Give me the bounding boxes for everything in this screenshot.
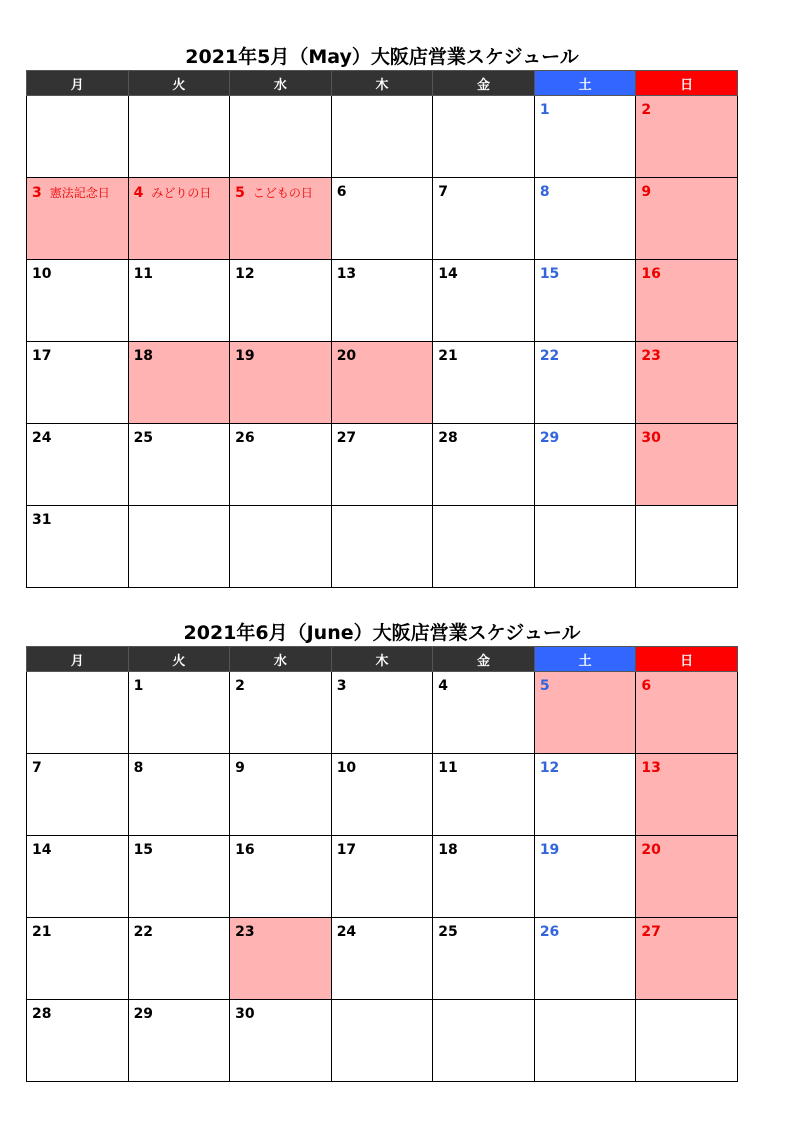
day-cell bbox=[433, 342, 535, 424]
day-number: 2 bbox=[235, 678, 245, 694]
day-cell bbox=[534, 96, 636, 178]
day-number: 25 bbox=[133, 430, 154, 446]
day-cell bbox=[636, 836, 738, 918]
day-cell bbox=[27, 918, 129, 1000]
week-row bbox=[27, 918, 738, 1000]
calendar-title: 2021年6月（June）大阪店営業スケジュール bbox=[183, 622, 581, 644]
day-cell bbox=[534, 260, 636, 342]
day-number: 15 bbox=[539, 266, 560, 282]
day-cell bbox=[636, 342, 738, 424]
calendar-title: 2021年5月（May）大阪店営業スケジュール bbox=[185, 46, 579, 68]
day-number: 7 bbox=[438, 184, 448, 200]
day-number: 23 bbox=[641, 348, 661, 364]
empty-day-cell bbox=[128, 506, 230, 588]
day-number: 19 bbox=[539, 842, 560, 858]
day-cell bbox=[128, 178, 230, 260]
day-number: 5 bbox=[539, 678, 550, 694]
empty-day-cell bbox=[230, 96, 332, 178]
day-cell bbox=[534, 672, 636, 754]
day-cell bbox=[128, 1000, 230, 1082]
month-grid bbox=[26, 646, 738, 1082]
day-number: 26 bbox=[235, 430, 255, 446]
day-number: 19 bbox=[235, 348, 255, 364]
empty-day-cell bbox=[27, 96, 129, 178]
day-number: 7 bbox=[32, 760, 42, 776]
day-number: 4 bbox=[438, 678, 448, 694]
day-cell bbox=[230, 1000, 332, 1082]
weekday-thu: 木 bbox=[331, 71, 433, 96]
day-cell bbox=[433, 754, 535, 836]
week-row bbox=[27, 672, 738, 754]
day-cell bbox=[128, 342, 230, 424]
day-cell bbox=[27, 260, 129, 342]
weekday-sun: 日 bbox=[636, 71, 738, 96]
day-cell bbox=[636, 918, 738, 1000]
day-number: 12 bbox=[235, 266, 255, 282]
day-number: 21 bbox=[438, 348, 458, 364]
day-number: 23 bbox=[235, 924, 255, 940]
day-number: 12 bbox=[539, 760, 560, 776]
day-cell bbox=[433, 178, 535, 260]
day-number: 15 bbox=[133, 842, 154, 858]
day-number: 11 bbox=[438, 760, 458, 776]
calendar-may bbox=[26, 44, 738, 588]
day-number: 27 bbox=[641, 924, 661, 940]
empty-day-cell bbox=[534, 506, 636, 588]
day-cell bbox=[27, 342, 129, 424]
day-cell bbox=[534, 918, 636, 1000]
day-number: 8 bbox=[539, 184, 550, 200]
empty-day-cell bbox=[636, 506, 738, 588]
day-number: 13 bbox=[641, 760, 661, 776]
day-number: 9 bbox=[235, 760, 245, 776]
weekday-header-row bbox=[27, 71, 738, 96]
empty-day-cell bbox=[433, 96, 535, 178]
day-cell bbox=[230, 178, 332, 260]
day-number: 6 bbox=[336, 184, 347, 200]
day-number: 17 bbox=[32, 348, 52, 364]
day-cell bbox=[636, 672, 738, 754]
day-cell bbox=[230, 342, 332, 424]
day-number: 13 bbox=[336, 266, 357, 282]
day-cell bbox=[534, 754, 636, 836]
day-cell bbox=[230, 672, 332, 754]
day-number: 18 bbox=[438, 842, 458, 858]
day-number: 30 bbox=[641, 430, 661, 446]
empty-day-cell bbox=[534, 1000, 636, 1082]
empty-day-cell bbox=[433, 1000, 535, 1082]
empty-day-cell bbox=[331, 1000, 433, 1082]
week-row bbox=[27, 342, 738, 424]
day-number: 24 bbox=[336, 924, 357, 940]
day-cell bbox=[331, 672, 433, 754]
day-cell bbox=[433, 424, 535, 506]
day-number: 6 bbox=[641, 678, 652, 694]
day-cell bbox=[433, 260, 535, 342]
empty-day-cell bbox=[230, 506, 332, 588]
day-number: 20 bbox=[336, 348, 357, 364]
week-row bbox=[27, 424, 738, 506]
day-number: 1 bbox=[539, 102, 550, 118]
day-cell bbox=[331, 178, 433, 260]
day-number: 26 bbox=[539, 924, 560, 940]
day-cell bbox=[331, 918, 433, 1000]
weekday-fri: 金 bbox=[433, 647, 535, 672]
empty-day-cell bbox=[433, 506, 535, 588]
weekday-wed: 水 bbox=[230, 647, 332, 672]
day-cell bbox=[331, 424, 433, 506]
day-number: 28 bbox=[32, 1006, 52, 1022]
weekday-tue: 火 bbox=[128, 71, 230, 96]
calendar-june bbox=[26, 620, 738, 1082]
week-row bbox=[27, 836, 738, 918]
day-number: 30 bbox=[235, 1006, 255, 1022]
day-number: 28 bbox=[438, 430, 458, 446]
day-cell bbox=[27, 754, 129, 836]
day-number: 27 bbox=[336, 430, 357, 446]
day-number: 4 bbox=[133, 185, 144, 201]
day-cell bbox=[128, 672, 230, 754]
day-number: 29 bbox=[539, 430, 560, 446]
empty-day-cell bbox=[331, 96, 433, 178]
day-cell bbox=[433, 836, 535, 918]
day-number: 3 bbox=[32, 185, 42, 201]
day-cell bbox=[230, 918, 332, 1000]
day-number: 10 bbox=[32, 266, 52, 282]
weekday-wed: 水 bbox=[230, 71, 332, 96]
day-cell bbox=[27, 506, 129, 588]
day-cell bbox=[433, 918, 535, 1000]
day-number: 31 bbox=[32, 512, 52, 528]
day-cell bbox=[636, 424, 738, 506]
day-cell bbox=[331, 260, 433, 342]
day-cell bbox=[331, 754, 433, 836]
day-number: 29 bbox=[133, 1006, 154, 1022]
weekday-tue: 火 bbox=[128, 647, 230, 672]
day-number: 16 bbox=[641, 266, 661, 282]
weekday-sun: 日 bbox=[636, 647, 738, 672]
day-number: 18 bbox=[133, 348, 154, 364]
day-number: 8 bbox=[133, 760, 144, 776]
weekday-fri: 金 bbox=[433, 71, 535, 96]
week-row bbox=[27, 96, 738, 178]
weekday-sat: 土 bbox=[534, 71, 636, 96]
day-number: 20 bbox=[641, 842, 661, 858]
day-number: 21 bbox=[32, 924, 52, 940]
empty-day-cell bbox=[27, 672, 129, 754]
day-cell bbox=[534, 178, 636, 260]
weekday-mon: 月 bbox=[27, 71, 129, 96]
week-row bbox=[27, 1000, 738, 1082]
empty-day-cell bbox=[128, 96, 230, 178]
weekday-sat: 土 bbox=[534, 647, 636, 672]
day-number: 9 bbox=[641, 184, 652, 200]
day-number: 2 bbox=[641, 102, 652, 118]
week-row bbox=[27, 506, 738, 588]
day-number: 24 bbox=[32, 430, 52, 446]
day-cell bbox=[534, 342, 636, 424]
day-cell bbox=[636, 96, 738, 178]
weekday-header-row bbox=[27, 647, 738, 672]
week-row bbox=[27, 178, 738, 260]
day-number: 14 bbox=[32, 842, 52, 858]
day-cell bbox=[27, 1000, 129, 1082]
day-number: 3 bbox=[336, 678, 347, 694]
holiday-name: 憲法記念日 bbox=[49, 186, 110, 200]
day-cell bbox=[230, 260, 332, 342]
day-cell bbox=[128, 836, 230, 918]
week-row bbox=[27, 754, 738, 836]
day-cell bbox=[128, 918, 230, 1000]
day-cell bbox=[636, 754, 738, 836]
weekday-mon: 月 bbox=[27, 647, 129, 672]
day-cell bbox=[331, 836, 433, 918]
day-number: 10 bbox=[336, 760, 357, 776]
day-number: 1 bbox=[133, 678, 144, 694]
day-cell bbox=[27, 178, 129, 260]
week-row bbox=[27, 260, 738, 342]
month-grid bbox=[26, 70, 738, 588]
weekday-thu: 木 bbox=[331, 647, 433, 672]
day-cell bbox=[27, 836, 129, 918]
day-cell bbox=[128, 754, 230, 836]
day-number: 25 bbox=[438, 924, 458, 940]
empty-day-cell bbox=[331, 506, 433, 588]
holiday-name: こどもの日 bbox=[252, 186, 313, 200]
day-number: 5 bbox=[235, 185, 245, 201]
day-number: 16 bbox=[235, 842, 255, 858]
holiday-name: みどりの日 bbox=[151, 186, 212, 200]
day-number: 22 bbox=[539, 348, 560, 364]
day-number: 22 bbox=[133, 924, 154, 940]
day-cell bbox=[534, 836, 636, 918]
empty-day-cell bbox=[636, 1000, 738, 1082]
day-cell bbox=[534, 424, 636, 506]
day-cell bbox=[128, 260, 230, 342]
day-cell bbox=[230, 836, 332, 918]
day-cell bbox=[636, 260, 738, 342]
day-cell bbox=[230, 424, 332, 506]
day-cell bbox=[636, 178, 738, 260]
day-cell bbox=[128, 424, 230, 506]
day-number: 11 bbox=[133, 266, 154, 282]
day-number: 14 bbox=[438, 266, 458, 282]
day-cell bbox=[230, 754, 332, 836]
day-number: 17 bbox=[336, 842, 357, 858]
day-cell bbox=[433, 672, 535, 754]
day-cell bbox=[27, 424, 129, 506]
day-cell bbox=[331, 342, 433, 424]
